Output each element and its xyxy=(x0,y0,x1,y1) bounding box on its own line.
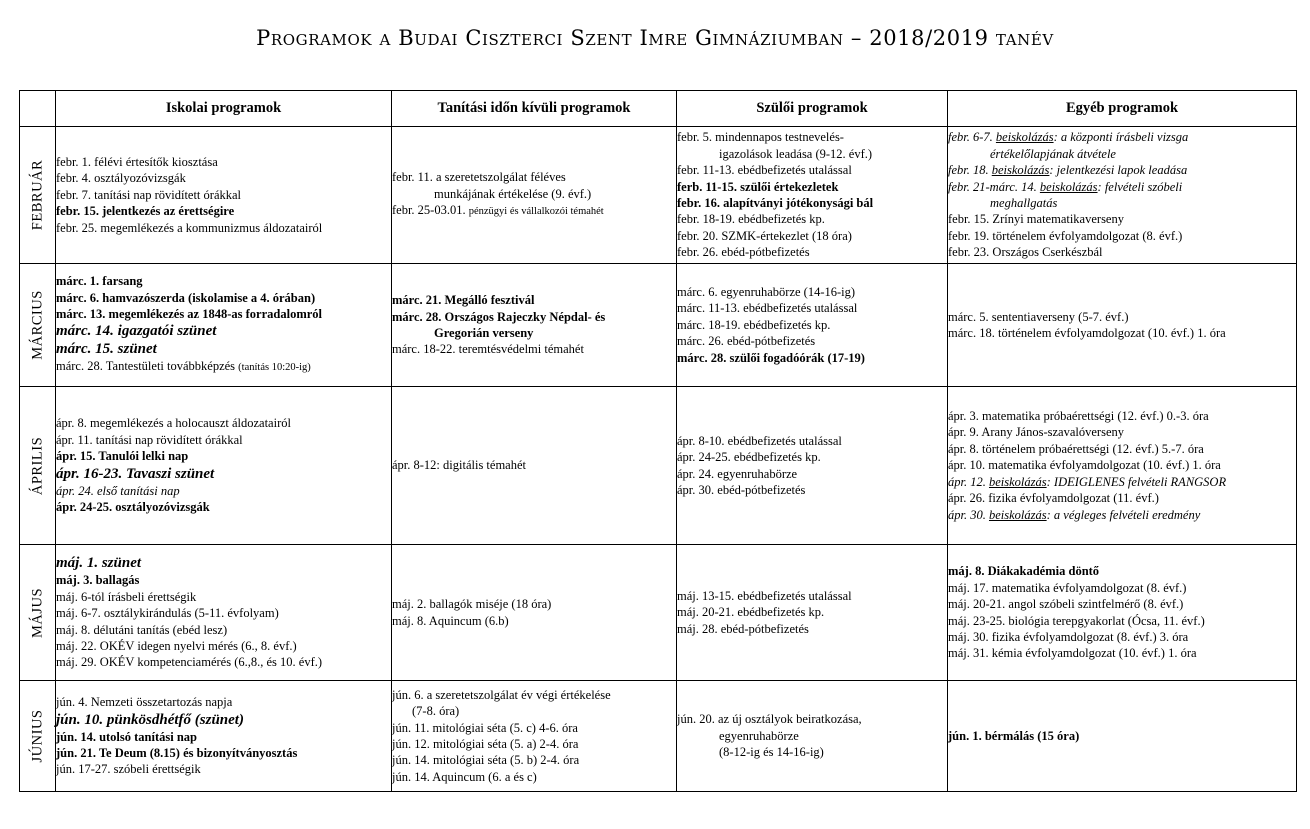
event-line: ápr. 26. fizika évfolyamdolgozat (11. évf.) xyxy=(948,491,1159,506)
event-line: márc. 6. egyenruhabörze (14-16-ig) xyxy=(677,284,856,299)
event-line: márc. 21. Megálló fesztivál xyxy=(392,293,535,308)
event-line: ápr. 15. Tanulói lelki nap xyxy=(56,449,189,464)
parents-cell xyxy=(677,545,948,681)
event-line: ápr. 8-10. ebédbefizetés utalással xyxy=(677,433,842,448)
other-cell xyxy=(948,127,1297,264)
event-line: igazolások leadása (9-12. évf.) xyxy=(719,146,873,161)
event-line: ápr. 3. matematika próbaérettségi (12. évf.) 0.-3. óra xyxy=(948,409,1209,424)
event-line: márc. 13. megemlékezés az 1848-as forradalomról xyxy=(56,307,323,321)
table-body xyxy=(20,127,1297,792)
event-line: márc. 26. ebéd-pótbefizetés xyxy=(677,334,816,349)
event-line: jún. 6. a szeretetszolgálat év végi értékelése xyxy=(392,687,611,702)
column-header-other: Egyéb programok xyxy=(948,91,1297,127)
event-line: máj. 6-7. osztálykirándulás (5-11. évfolyam) xyxy=(56,606,279,621)
event-line: máj. 8. Diákakadémia döntő xyxy=(948,564,1100,579)
event-text: : a végleges felvételi eredmény xyxy=(1046,507,1201,522)
event-line: febr. 18-19. ebédbefizetés kp. xyxy=(677,212,825,227)
event-line: máj. 1. szünet xyxy=(56,555,142,572)
event-line: jún. 17-27. szóbeli érettségik xyxy=(56,762,201,777)
event-line: ápr. 24. egyenruhabörze xyxy=(677,466,798,481)
event-line: ápr. 24-25. osztályozóvizsgák xyxy=(56,500,210,515)
event-line: febr. 1. félévi értesítők kiosztása xyxy=(56,154,218,169)
outside-cell xyxy=(392,681,677,792)
event-text: febr. 25-03.01. xyxy=(392,203,469,218)
event-line: értékelőlapjának átvétele xyxy=(990,146,1116,161)
month-cell xyxy=(20,387,56,545)
parents-cell xyxy=(677,264,948,387)
page-title: Programok a Budai Ciszterci Szent Imre Gimnáziumban – 2018/2019 tanév xyxy=(256,26,1054,50)
event-line: jún. 21. Te Deum (8.15) és bizonyítványosztás xyxy=(56,746,298,760)
event-line: máj. 13-15. ebédbefizetés utalással xyxy=(677,588,852,603)
event-line xyxy=(56,358,391,376)
underlined-keyword: beiskolázás xyxy=(991,163,1050,178)
month-row xyxy=(20,387,1297,545)
event-line: márc. 18-19. ebédbefizetés kp. xyxy=(677,317,831,332)
event-line: márc. 18. történelem évfolyamdolgozat (10. évf.) 1. óra xyxy=(948,326,1226,340)
event-line: máj. 22. OKÉV idegen nyelvi mérés (6., 8. évf.) xyxy=(56,638,297,653)
column-header-outside: Tanítási időn kívüli programok xyxy=(392,91,677,127)
header-row xyxy=(20,91,1297,127)
event-line: ápr. 9. Arany János-szavalóverseny xyxy=(948,425,1124,440)
event-line xyxy=(392,202,676,220)
parents-cell xyxy=(677,387,948,545)
event-line: munkájának értékelése (9. évf.) xyxy=(434,186,592,201)
event-line: febr. 16. alapítványi jótékonysági bál xyxy=(677,196,874,210)
outside-cell xyxy=(392,127,677,264)
event-line: máj. 23-25. biológia terepgyakorlat (Ócsa, 11. évf.) xyxy=(948,613,1205,628)
event-line: egyenruhabörze xyxy=(719,728,799,743)
school-cell xyxy=(56,681,392,792)
underlined-keyword: beiskolázás xyxy=(1039,179,1098,194)
event-line: ápr. 8-12: digitális témahét xyxy=(392,458,526,473)
underlined-keyword: beiskolázás xyxy=(988,474,1047,489)
event-line: máj. 17. matematika évfolyamdolgozat (8. évf.) xyxy=(948,580,1187,595)
month-label: MÁJUS xyxy=(29,587,45,638)
month-label: JÚNIUS xyxy=(29,709,45,763)
event-line xyxy=(948,507,1296,523)
event-line: máj. 6-tól írásbeli érettségik xyxy=(56,589,197,604)
event-line xyxy=(948,474,1296,490)
month-cell xyxy=(20,127,56,264)
month-label: FEBRUÁR xyxy=(29,159,45,231)
event-line: márc. 28. szülői fogadóórák (17-19) xyxy=(677,350,865,365)
outside-cell xyxy=(392,264,677,387)
event-line: meghallgatás xyxy=(990,196,1058,210)
event-text: ápr. 12. xyxy=(948,474,989,489)
event-line: máj. 29. OKÉV kompetenciamérés (6.,8., és 10. évf.) xyxy=(56,655,323,670)
event-line: (7-8. óra) xyxy=(412,704,460,719)
event-line: febr. 7. tanítási nap rövidített órákkal xyxy=(56,187,242,202)
month-label: MÁRCIUS xyxy=(29,290,45,360)
event-line: febr. 4. osztályozóvizsgák xyxy=(56,171,186,186)
event-line: ápr. 8. megemlékezés a holocauszt áldozatairól xyxy=(56,416,291,431)
event-line: jún. 14. Aquincum (6. a és c) xyxy=(392,769,537,784)
parents-cell xyxy=(677,127,948,264)
event-line: ápr. 16-23. Tavaszi szünet xyxy=(56,465,215,482)
event-text: ápr. 30. xyxy=(948,507,989,522)
program-table xyxy=(19,90,1297,792)
event-line xyxy=(948,162,1296,178)
event-text: febr. 18. xyxy=(948,163,992,178)
event-line: máj. 20-21. ebédbefizetés kp. xyxy=(677,605,825,620)
underlined-keyword: beiskolázás xyxy=(988,507,1047,522)
event-line: febr. 15. Zrínyi matematikaverseny xyxy=(948,212,1124,227)
month-row xyxy=(20,127,1297,264)
event-line: márc. 14. igazgatói szünet xyxy=(56,323,217,340)
event-line: ápr. 24-25. ebédbefizetés kp. xyxy=(677,450,821,465)
event-line: máj. 30. fizika évfolyamdolgozat (8. évf.) 3. óra xyxy=(948,629,1189,644)
school-cell xyxy=(56,387,392,545)
event-text: : felvételi szóbeli xyxy=(1097,179,1183,194)
school-cell xyxy=(56,127,392,264)
month-cell xyxy=(20,545,56,681)
event-line: ápr. 10. matematika évfolyamdolgozat (10. évf.) 1. óra xyxy=(948,458,1221,473)
event-text: : IDEIGLENES felvételi RANGSOR xyxy=(1046,474,1227,489)
event-line: febr. 15. jelentkezés az érettségire xyxy=(56,204,235,219)
underlined-keyword: beiskolázás xyxy=(995,130,1054,145)
event-line: máj. 8. délutáni tanítás (ebéd lesz) xyxy=(56,622,228,637)
outside-cell xyxy=(392,545,677,681)
event-line: ápr. 30. ebéd-pótbefizetés xyxy=(677,482,806,497)
event-note: pénzügyi és vállalkozói témahét xyxy=(468,206,604,218)
month-row xyxy=(20,545,1297,681)
event-line: máj. 31. kémia évfolyamdolgozat (10. évf.) 1. óra xyxy=(948,646,1197,661)
school-cell xyxy=(56,264,392,387)
event-line: máj. 3. ballagás xyxy=(56,573,140,588)
event-text: : a központi írásbeli vizsga xyxy=(1053,130,1189,145)
event-line: febr. 26. ebéd-pótbefizetés xyxy=(677,245,810,260)
other-cell xyxy=(948,681,1297,792)
event-text: : jelentkezési lapok leadása xyxy=(1049,163,1188,178)
month-label: ÁPRILIS xyxy=(29,436,45,495)
event-line: ápr. 8. történelem próbaérettségi (12. évf.) 5.-7. óra xyxy=(948,441,1204,456)
month-row xyxy=(20,681,1297,792)
event-line: jún. 10. pünkösdhétfő (szünet) xyxy=(56,711,244,728)
event-line: márc. 28. Országos Rajeczky Népdal- és xyxy=(392,309,606,324)
other-cell xyxy=(948,264,1297,387)
event-line: márc. 15. szünet xyxy=(56,341,157,358)
month-row xyxy=(20,264,1297,387)
event-line: máj. 20-21. angol szóbeli szintfelmérő (8. évf.) xyxy=(948,597,1184,612)
event-line: márc. 5. sententiaverseny (5-7. évf.) xyxy=(948,309,1129,324)
event-line: márc. 6. hamvazószerda (iskolamise a 4. órában) xyxy=(56,290,316,305)
event-line: jún. 14. mitológiai séta (5. b) 2-4. óra xyxy=(392,753,580,768)
event-line: jún. 12. mitológiai séta (5. a) 2-4. óra xyxy=(392,737,579,751)
event-line: ferb. 11-15. szülői értekezletek xyxy=(677,179,839,194)
event-line xyxy=(948,129,1296,145)
outside-cell xyxy=(392,387,677,545)
event-line: febr. 11. a szeretetszolgálat féléves xyxy=(392,170,566,185)
event-line: (8-12-ig és 14-16-ig) xyxy=(719,745,824,760)
event-line: febr. 25. megemlékezés a kommunizmus áldozatairól xyxy=(56,220,323,235)
month-cell xyxy=(20,681,56,792)
event-line: máj. 28. ebéd-pótbefizetés xyxy=(677,621,809,636)
corner-cell xyxy=(20,91,56,127)
event-line: márc. 1. farsang xyxy=(56,274,143,289)
event-line: jún. 11. mitológiai séta (5. c) 4-6. óra xyxy=(392,720,578,735)
event-line: ápr. 11. tanítási nap rövidített órákkal xyxy=(56,432,243,447)
event-line: jún. 4. Nemzeti összetartozás napja xyxy=(56,695,233,710)
column-header-school: Iskolai programok xyxy=(56,91,392,127)
event-line: márc. 11-13. ebédbefizetés utalással xyxy=(677,301,858,316)
event-line xyxy=(948,179,1296,195)
event-line: febr. 20. SZMK-értekezlet (18 óra) xyxy=(677,228,852,243)
event-note: (tanítás 10:20-ig) xyxy=(238,362,311,374)
parents-cell xyxy=(677,681,948,792)
event-line: Gregorián verseny xyxy=(434,326,534,340)
event-line: ápr. 24. első tanítási nap xyxy=(56,483,180,498)
month-cell xyxy=(20,264,56,387)
event-line: máj. 2. ballagók miséje (18 óra) xyxy=(392,597,552,612)
event-line: febr. 11-13. ebédbefizetés utalással xyxy=(677,163,852,178)
event-line: jún. 14. utolsó tanítási nap xyxy=(56,729,198,744)
event-line: márc. 18-22. teremtésvédelmi témahét xyxy=(392,342,584,357)
event-text: márc. 28. Tantestületi továbbképzés xyxy=(56,359,239,374)
event-line: febr. 23. Országos Cserkészbál xyxy=(948,245,1103,260)
event-line: febr. 5. mindennapos testnevelés- xyxy=(677,130,844,145)
event-line: jún. 1. bérmálás (15 óra) xyxy=(948,728,1080,743)
event-text: febr. 21-márc. 14. xyxy=(948,179,1040,194)
event-line: jún. 20. az új osztályok beiratkozása, xyxy=(677,712,862,727)
column-header-parents: Szülői programok xyxy=(677,91,948,127)
other-cell xyxy=(948,387,1297,545)
event-line: máj. 8. Aquincum (6.b) xyxy=(392,613,509,628)
event-line: febr. 19. történelem évfolyamdolgozat (8. évf.) xyxy=(948,228,1183,243)
event-text: febr. 6-7. xyxy=(948,130,996,145)
other-cell xyxy=(948,545,1297,681)
school-cell xyxy=(56,545,392,681)
